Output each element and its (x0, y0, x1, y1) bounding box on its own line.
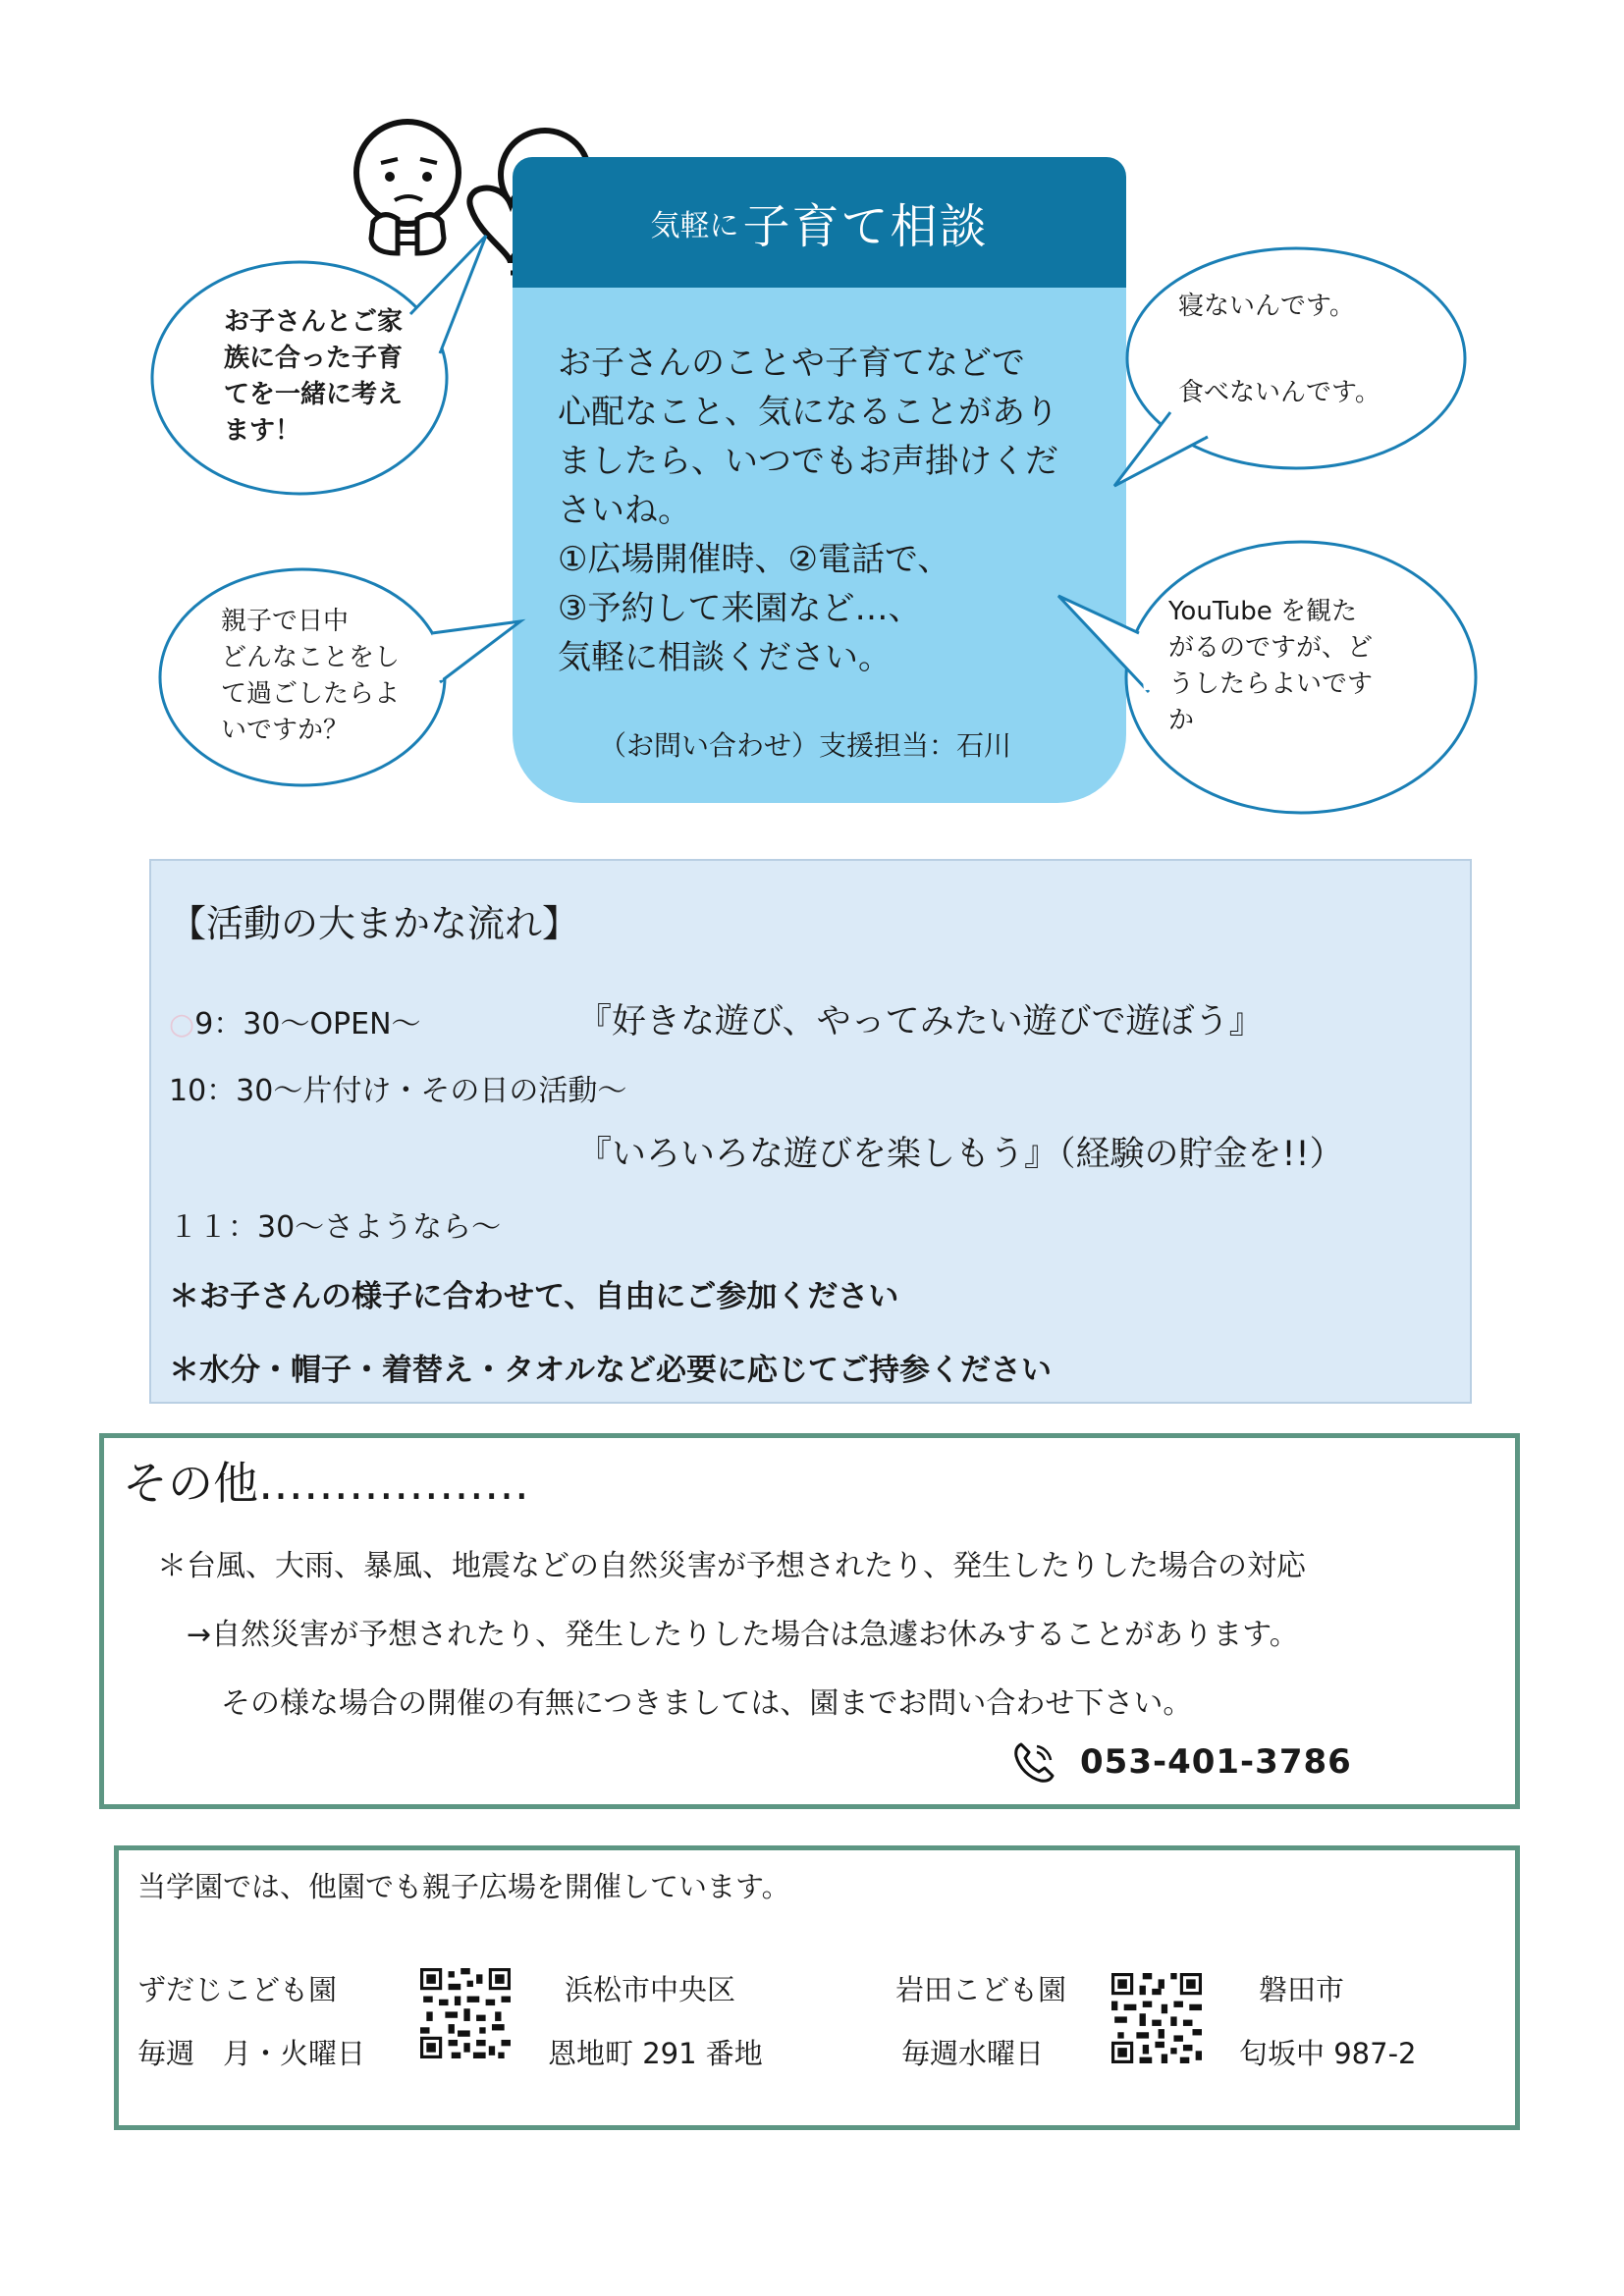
bubble-text-bottom-left: 親子で日中 どんなことをし て過ごしたらよ いですか？ (221, 607, 401, 745)
bubble-text-bottom-right: YouTube を観た がるのですが、ど うしたらよいです か (1168, 597, 1374, 735)
location-address-street: 恩地町 291 番地 (548, 2037, 763, 2070)
flow-desc-free-play: 『好きな遊び、やってみたい遊びで遊ぼう』 (577, 1002, 1264, 1041)
location-name: ずだじこども園 (137, 1973, 338, 2006)
other-info-title: その他……………… (123, 1457, 529, 1510)
activity-flow-title: 【活動の大まかな流れ】 (169, 902, 580, 945)
flow-marker: ○ (169, 1007, 195, 1041)
location-schedule: 毎週水曜日 (901, 2037, 1045, 2070)
flow-note-participation: ＊お子さんの様子に合わせて、自由にご参加ください (169, 1279, 899, 1314)
location-name: 岩田こども園 (895, 1973, 1067, 2006)
flow-desc-activity: 『いろいろな遊びを楽しもう』（経験の貯金を!!） (577, 1135, 1344, 1174)
flow-line-open: ○9：30～OPEN～ (169, 1007, 421, 1041)
location-schedule: 毎週 月・火曜日 (137, 2037, 366, 2070)
consultation-header-small: 気軽に (650, 208, 739, 243)
location-address-street: 匂坂中 987-2 (1239, 2037, 1417, 2070)
consultation-header-title: 子育て相談 (742, 199, 989, 254)
flow-line-goodbye: １１：30～さようなら～ (169, 1210, 502, 1245)
consultation-message (558, 339, 1108, 682)
consultation-line: 気軽に相談ください。 (558, 638, 892, 677)
flow-note-belongings: ＊水分・帽子・着替え・タオルなど必要に応じてご持参ください (169, 1353, 1052, 1388)
other-line-contact: その様な場合の開催の有無につきましては、園までお問い合わせ下さい。 (221, 1686, 1193, 1721)
flow-line-cleanup: 10：30～片付け・その日の活動～ (169, 1074, 627, 1108)
consultation-line: ③予約して来園など…、 (558, 589, 922, 628)
qr-code-icon[interactable] (420, 1968, 511, 2058)
consultation-line: ましたら、いつでもお声掛けくだ (558, 442, 1058, 481)
consultation-line: 心配なこと、気になることがあり (558, 393, 1058, 432)
location-address-city: 浜松市中央区 (565, 1973, 736, 2006)
consultation-line: ①広場開催時、②電話で、 (558, 540, 951, 579)
phone-number[interactable]: 053-401-3786 (1080, 1742, 1352, 1782)
consultation-line: さいね。 (558, 491, 691, 530)
bubble-text-top-left: お子さんとご家 族に合った子育 てを一緒に考え ます！ (224, 307, 404, 446)
qr-code-icon[interactable] (1111, 1973, 1202, 2063)
other-line-closure: →自然災害が予想されたり、発生したりした場合は急遽お休みすることがあります。 (187, 1618, 1299, 1652)
other-line-disaster: ＊台風、大雨、暴風、地震などの自然災害が予想されたり、発生したりした場合の対応 (157, 1549, 1306, 1583)
consultation-line: お子さんのことや子育てなどで (558, 344, 1025, 383)
locations-intro: 当学園では、他園でも親子広場を開催しています。 (137, 1870, 790, 1903)
bubble-text-top-right: 寝ないんです。 食べないんです。 (1178, 292, 1380, 407)
phone-icon (1011, 1740, 1056, 1786)
consultation-header (513, 157, 1126, 288)
consultation-contact: （お問い合わせ）支援担当：石川 (599, 729, 1012, 762)
location-address-city: 磐田市 (1259, 1973, 1345, 2006)
